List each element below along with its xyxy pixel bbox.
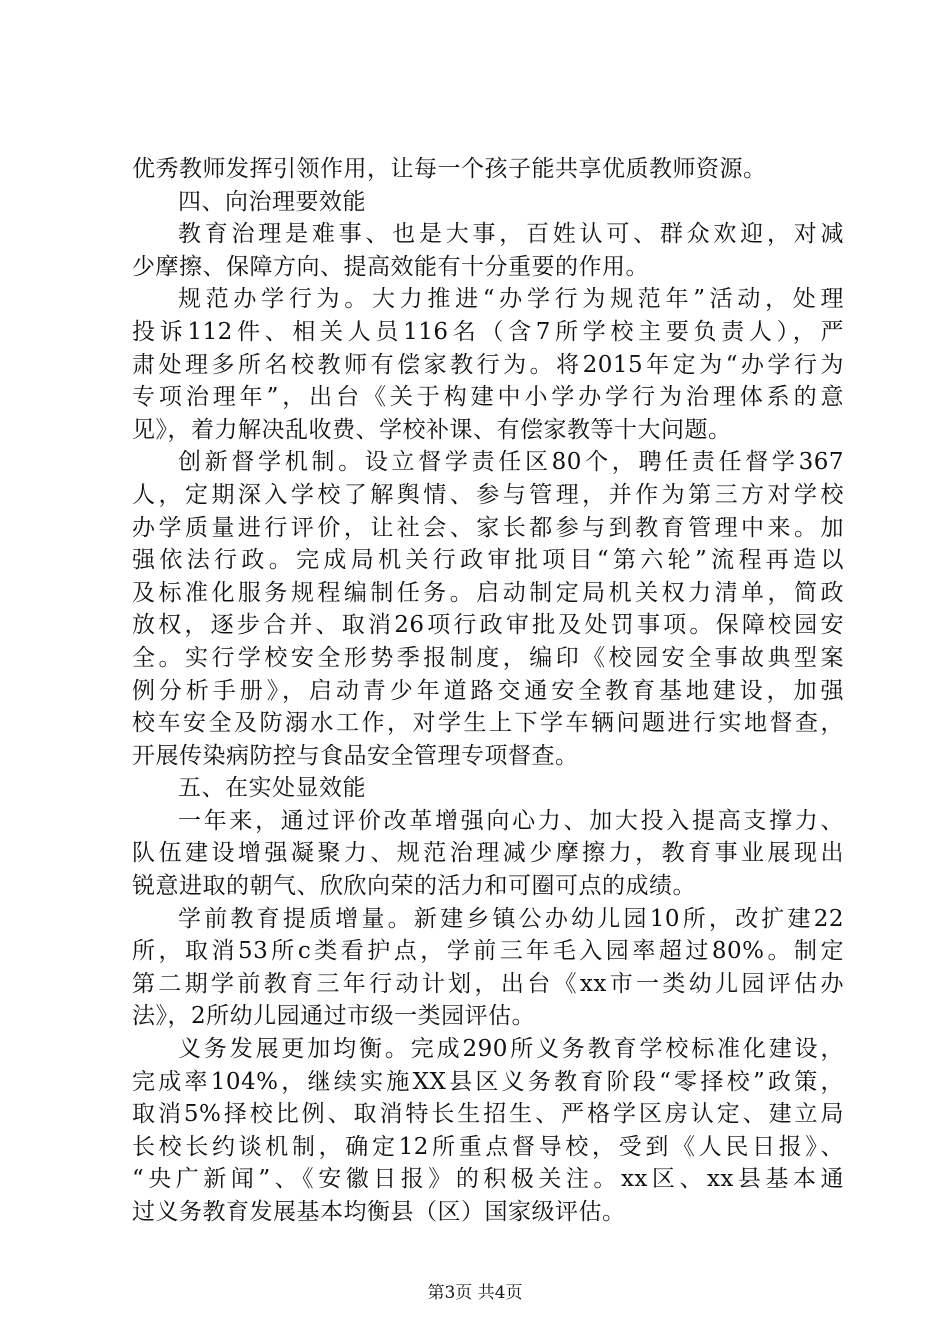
text-line: 学前教育提质增量。新建乡镇公办幼儿园10所，改扩建22 [178, 905, 844, 932]
text-line: 四、向治理要效能 [178, 188, 366, 215]
text-line: 义务发展更加均衡。完成290所义务教育学校标准化建设， [178, 1036, 844, 1063]
text-line: 专项治理年”，出台《关于构建中小学办学行为治理体系的意 [132, 384, 844, 411]
text-line: 开展传染病防控与食品安全管理专项督查。 [132, 742, 579, 769]
page-number-footer: 第3页 共4页 [427, 1283, 523, 1303]
text-line: 队伍建设增强凝聚力、规范治理减少摩擦力，教育事业展现出 [132, 840, 844, 867]
text-line: 及标准化服务规程编制任务。启动制定局机关权力清单，简政 [132, 579, 844, 606]
text-line: 第二期学前教育三年行动计划，出台《xx市一类幼儿园评估办 [132, 970, 844, 997]
text-line: 教育治理是难事、也是大事，百姓认可、群众欢迎，对减 [178, 221, 844, 248]
text-line: 法》，2所幼儿园通过市级一类园评估。 [132, 1003, 536, 1030]
text-line: 完成率104%，继续实施XX县区义务教育阶段“零择校”政策， [132, 1068, 844, 1095]
text-line: 校车安全及防溺水工作，对学生上下学车辆问题进行实地督查， [132, 710, 844, 737]
text-line: 强依法行政。完成局机关行政审批项目“第六轮”流程再造以 [132, 547, 844, 574]
text-line: 办学质量进行评价，让社会、家长都参与到教育管理中来。加 [132, 514, 844, 541]
text-line: 所，取消53所c类看护点，学前三年毛入园率超过80%。制定 [132, 938, 844, 965]
text-line: 长校长约谈机制，确定12所重点督导校，受到《人民日报》、 [132, 1133, 844, 1160]
text-line: 五、在实处显效能 [178, 775, 366, 802]
text-line: 锐意进取的朝气、欣欣向荣的活力和可圈可点的成绩。 [132, 873, 696, 900]
text-line: 创新督学机制。设立督学责任区80个，聘任责任督学367 [178, 449, 844, 476]
text-line: 少摩擦、保障方向、提高效能有十分重要的作用。 [132, 253, 649, 280]
text-line: “央广新闻”、《安徽日报》的积极关注。xx区、xx县基本通 [132, 1166, 844, 1193]
text-line: 例分析手册》，启动青少年道路交通安全教育基地建设，加强 [132, 677, 844, 704]
text-line: 放权，逐步合并、取消26项行政审批及处罚事项。保障校园安 [132, 612, 844, 639]
text-line: 投诉112件、相关人员116名（含7所学校主要负责人），严 [132, 318, 844, 345]
text-line: 一年来，通过评价改革增强向心力、加大投入提高支撑力、 [178, 807, 844, 834]
text-line: 全。实行学校安全形势季报制度，编印《校园安全事故典型案 [132, 644, 844, 671]
text-line: 规范办学行为。大力推进“办学行为规范年”活动，处理 [178, 286, 844, 313]
text-line: 见》，着力解决乱收费、学校补课、有偿家教等十大问题。 [132, 416, 732, 443]
text-line: 人，定期深入学校了解舆情、参与管理，并作为第三方对学校 [132, 481, 844, 508]
text-line: 取消5%择校比例、取消特长生招生、严格学区房认定、建立局 [132, 1101, 844, 1128]
text-line: 优秀教师发挥引领作用，让每一个孩子能共享优质教师资源。 [132, 156, 767, 182]
text-line: 肃处理多所名校教师有偿家教行为。将2015年定为“办学行为 [132, 351, 844, 378]
text-line: 过义务教育发展基本均衡县（区）国家级评估。 [132, 1199, 626, 1225]
document-body [132, 153, 844, 1229]
